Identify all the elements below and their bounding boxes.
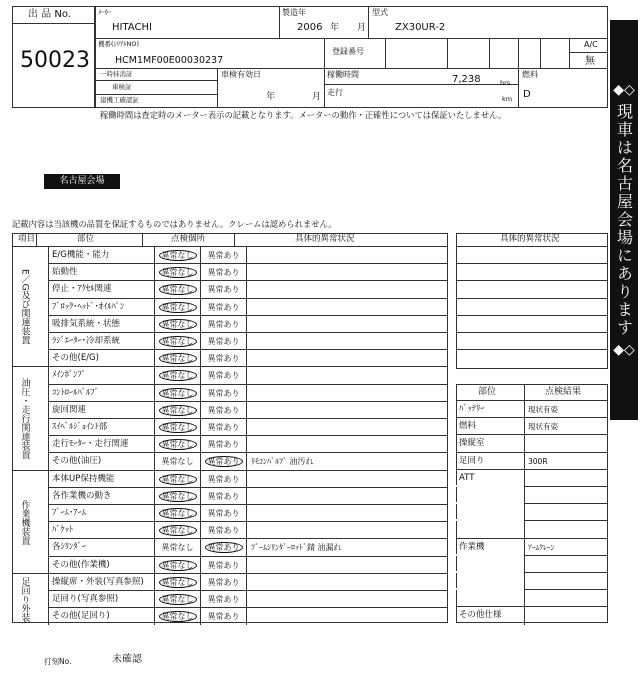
status-abnormal-cell bbox=[200, 367, 246, 384]
table-row bbox=[12, 264, 448, 281]
disclaimer: 記載内容は当該機の品質を保証するものではありません。クレームは認められません。 bbox=[12, 219, 337, 229]
status-ok-cell bbox=[154, 385, 200, 402]
table-row bbox=[12, 505, 448, 522]
status-ok-label: 異常なし bbox=[159, 302, 197, 313]
status-abnormal-label: 異常あり bbox=[205, 542, 243, 553]
inspection-table-header bbox=[12, 233, 448, 247]
table-row bbox=[12, 350, 448, 367]
status-abnormal-label: 異常あり bbox=[207, 560, 240, 570]
part-name: その他(作業機) bbox=[48, 557, 154, 573]
status-ok-cell bbox=[154, 453, 200, 469]
status-ok-label: 異常なし bbox=[159, 267, 197, 278]
table-row bbox=[12, 385, 448, 402]
status-abnormal-cell bbox=[200, 281, 246, 298]
status-ok-cell bbox=[154, 419, 200, 436]
status-ok-label: 異常なし bbox=[159, 370, 197, 381]
status-abnormal-cell bbox=[200, 557, 246, 573]
result-value bbox=[524, 521, 608, 537]
status-abnormal-label: 異常あり bbox=[207, 612, 240, 622]
table-row bbox=[12, 419, 448, 436]
table-row bbox=[12, 299, 448, 316]
category-label: 足回り外装 bbox=[19, 577, 30, 623]
part-name: ﾊﾞｹｯﾄ bbox=[48, 522, 154, 539]
side-banner bbox=[610, 20, 638, 420]
temp-cancel-label: 一時抹消証 bbox=[100, 70, 133, 78]
status-abnormal-label: 異常あり bbox=[207, 354, 240, 364]
status-ok-label: 異常なし bbox=[159, 353, 197, 364]
detail-row bbox=[456, 247, 608, 264]
result-row bbox=[456, 487, 608, 504]
result-part: ATT bbox=[459, 472, 475, 483]
abnormal-detail bbox=[246, 591, 448, 608]
status-abnormal-label: 異常あり bbox=[207, 319, 240, 329]
col-header-part: 部位 bbox=[77, 234, 95, 244]
status-abnormal-cell bbox=[200, 316, 246, 333]
table-row bbox=[12, 471, 448, 488]
table-row bbox=[12, 333, 448, 350]
table-row bbox=[12, 574, 448, 591]
detail-table-header: 具体的異常状況 bbox=[500, 234, 560, 244]
part-name: ｺﾝﾄﾛｰﾙﾊﾞﾙﾌﾞ bbox=[48, 385, 154, 402]
part-name: その他(油圧) bbox=[48, 453, 154, 469]
inspection-date-label: 車検有効日 bbox=[221, 70, 261, 79]
table-row bbox=[12, 436, 448, 453]
status-ok-label: 異常なし bbox=[159, 525, 197, 536]
year-label: 製造年 bbox=[282, 8, 306, 17]
abnormal-detail bbox=[246, 299, 448, 316]
result-part: その他仕様 bbox=[459, 610, 502, 621]
table-row bbox=[12, 591, 448, 608]
km-unit: km bbox=[502, 95, 513, 103]
status-abnormal-cell bbox=[200, 333, 246, 350]
result-value bbox=[524, 504, 608, 520]
table-row bbox=[12, 316, 448, 333]
status-abnormal-cell bbox=[200, 505, 246, 522]
status-ok-label: 異常なし bbox=[159, 250, 197, 261]
result-row bbox=[456, 453, 608, 470]
status-ok-cell bbox=[154, 488, 200, 505]
abnormal-detail bbox=[246, 436, 448, 453]
status-ok-label: 異常なし bbox=[159, 422, 197, 433]
part-name: ﾌﾞｰﾑ･ｱｰﾑ bbox=[48, 505, 154, 522]
status-ok-label: 異常なし bbox=[159, 439, 197, 450]
result-part: 作業機 bbox=[459, 541, 485, 552]
status-abnormal-label: 異常あり bbox=[207, 491, 240, 501]
stamp-label: 打刻No. bbox=[44, 657, 72, 666]
diamond-icon: ◆◇ bbox=[613, 342, 635, 358]
result-row bbox=[456, 504, 608, 521]
result-part bbox=[456, 573, 524, 589]
status-abnormal-cell bbox=[200, 402, 246, 419]
travel-label: 走行 bbox=[327, 88, 343, 97]
status-abnormal-label: 異常あり bbox=[207, 405, 240, 415]
table-row bbox=[12, 522, 448, 539]
result-row bbox=[456, 539, 608, 556]
status-abnormal-cell bbox=[200, 591, 246, 608]
abnormal-detail bbox=[246, 608, 448, 625]
status-abnormal-cell bbox=[200, 299, 246, 316]
inspection-month-unit: 月 bbox=[312, 92, 322, 102]
status-abnormal-label: 異常あり bbox=[207, 595, 240, 604]
status-abnormal-label: 異常あり bbox=[207, 337, 240, 346]
status-ok-cell bbox=[154, 608, 200, 625]
result-value bbox=[524, 556, 608, 572]
result-part: 燃料 bbox=[459, 421, 477, 432]
stamp-value: 未確認 bbox=[112, 654, 142, 665]
result-value bbox=[524, 590, 608, 606]
abnormal-detail bbox=[246, 505, 448, 522]
col-header-item: 項目 bbox=[18, 234, 36, 244]
status-abnormal-label: 異常あり bbox=[207, 509, 240, 518]
abnormal-detail: ﾘﾓｺﾝﾊﾞﾙﾌﾞ 油汚れ bbox=[246, 453, 448, 469]
reg-label: 登録番号 bbox=[332, 47, 364, 56]
status-ok-cell bbox=[154, 557, 200, 573]
detail-row bbox=[456, 281, 608, 298]
result-value: 現状有姿 bbox=[524, 401, 608, 417]
table-row bbox=[12, 247, 448, 264]
venue-badge: 名古屋会場 bbox=[44, 174, 120, 189]
result-part: ﾊﾞｯﾃﾘｰ bbox=[459, 404, 485, 414]
status-abnormal-cell bbox=[200, 247, 246, 264]
status-abnormal-label: 異常あり bbox=[207, 474, 240, 484]
result-value bbox=[524, 435, 608, 451]
status-ok-cell bbox=[154, 505, 200, 522]
status-ok-cell bbox=[154, 281, 200, 298]
status-abnormal-label: 異常あり bbox=[207, 371, 240, 381]
result-row bbox=[456, 401, 608, 418]
result-value: 300R bbox=[524, 453, 608, 469]
status-ok-cell bbox=[154, 350, 200, 366]
abnormal-detail bbox=[246, 402, 448, 419]
part-name: 停止・ｱｸｾﾙ関連 bbox=[48, 281, 154, 298]
result-part: 足回り bbox=[459, 455, 485, 466]
abnormal-detail bbox=[246, 333, 448, 350]
hours-value: 7,238 bbox=[452, 74, 481, 85]
status-ok-label: 異常なし bbox=[159, 560, 197, 571]
result-value bbox=[524, 573, 608, 589]
status-ok-label: 異常なし bbox=[159, 388, 197, 399]
month-unit: 月 bbox=[357, 23, 367, 33]
hours-label: 稼働時間 bbox=[327, 70, 359, 79]
model-value: ZX30UR-2 bbox=[395, 22, 446, 33]
category-label: 作業機装置 bbox=[19, 499, 30, 545]
abnormal-detail bbox=[246, 247, 448, 264]
col-header-check: 点検個所 bbox=[171, 234, 206, 244]
status-ok-label: 異常なし bbox=[159, 405, 197, 416]
part-name: 足回り(写真参照) bbox=[48, 591, 154, 608]
status-ok-label: 異常なし bbox=[159, 284, 197, 295]
results-header-part: 部位 bbox=[478, 387, 497, 397]
status-ok-cell bbox=[154, 299, 200, 316]
part-name: 各ｼﾘﾝﾀﾞｰ bbox=[48, 539, 154, 556]
result-part bbox=[456, 487, 524, 503]
status-ok-label: 異常なし bbox=[159, 336, 197, 347]
part-name: E/G機能・能力 bbox=[48, 247, 154, 264]
ac-value: 無 bbox=[585, 56, 595, 67]
col-header-detail: 具体的異常状況 bbox=[295, 234, 355, 244]
abnormal-detail bbox=[246, 350, 448, 366]
part-name: 本体UP保持機能 bbox=[48, 471, 154, 488]
year-unit: 年 bbox=[330, 23, 340, 33]
status-abnormal-cell bbox=[200, 264, 246, 281]
lot-number: 50023 bbox=[20, 48, 90, 73]
meter-note: 稼働時間は査定時のメーター表示の記載となります。メーターの動作・正確性については保証いたしません。 bbox=[100, 110, 507, 120]
result-row bbox=[456, 521, 608, 538]
result-value bbox=[524, 607, 608, 624]
status-abnormal-label: 異常あり bbox=[207, 302, 240, 312]
detail-row bbox=[456, 316, 608, 333]
result-row bbox=[456, 607, 608, 624]
status-ok-cell bbox=[154, 522, 200, 539]
status-abnormal-cell bbox=[200, 574, 246, 591]
status-abnormal-cell bbox=[200, 385, 246, 402]
result-row bbox=[456, 590, 608, 607]
part-name: 始動性 bbox=[48, 264, 154, 281]
status-abnormal-cell bbox=[200, 539, 246, 556]
status-abnormal-label: 異常あり bbox=[207, 526, 240, 536]
part-name: 操縦席・外装(写真参照) bbox=[48, 574, 154, 591]
fuel-value: D bbox=[523, 89, 531, 100]
result-part bbox=[456, 590, 524, 606]
part-name: 各作業機の動き bbox=[48, 488, 154, 505]
status-abnormal-cell bbox=[200, 453, 246, 469]
status-abnormal-cell bbox=[200, 522, 246, 539]
status-abnormal-label: 異常あり bbox=[207, 423, 240, 432]
status-ok-cell bbox=[154, 591, 200, 608]
status-ok-label: 異常なし bbox=[161, 457, 194, 467]
maker-value: HITACHI bbox=[112, 22, 152, 33]
status-ok-label: 異常なし bbox=[159, 491, 197, 502]
status-ok-cell bbox=[154, 574, 200, 591]
table-row bbox=[12, 539, 448, 556]
status-abnormal-cell bbox=[200, 419, 246, 436]
abnormal-detail bbox=[246, 281, 448, 298]
result-value: ｱｰﾑｸﾚｰﾝ bbox=[524, 539, 608, 555]
part-name: その他(足回り) bbox=[48, 608, 154, 625]
abnormal-detail bbox=[246, 316, 448, 333]
result-part bbox=[456, 504, 524, 520]
category-label: 油圧・走行関連装置 bbox=[19, 378, 30, 460]
construction-cert-label: 建機工確認証 bbox=[100, 96, 139, 104]
status-ok-label: 異常なし bbox=[161, 543, 194, 553]
status-abnormal-cell bbox=[200, 608, 246, 625]
abnormal-detail bbox=[246, 367, 448, 384]
side-banner-text: 現車は名古屋会場にあります bbox=[614, 103, 634, 337]
result-value bbox=[524, 487, 608, 503]
status-ok-cell bbox=[154, 402, 200, 419]
status-abnormal-cell bbox=[200, 488, 246, 505]
status-abnormal-label: 異常あり bbox=[207, 268, 240, 278]
status-ok-label: 異常なし bbox=[159, 611, 197, 622]
status-ok-label: 異常なし bbox=[159, 319, 197, 330]
abnormal-detail: ﾌﾞｰﾑｼﾘﾝﾀﾞｰﾛｯﾄﾞ錆 油漏れ bbox=[246, 539, 448, 556]
inspection-year-unit: 年 bbox=[266, 92, 276, 102]
status-ok-cell bbox=[154, 264, 200, 281]
model-label: 型式 bbox=[372, 8, 388, 17]
status-abnormal-cell bbox=[200, 350, 246, 366]
status-ok-cell bbox=[154, 316, 200, 333]
diamond-icon: ◆◇ bbox=[613, 82, 635, 98]
year-value: 2006 bbox=[297, 22, 323, 33]
status-abnormal-label: 異常あり bbox=[207, 251, 240, 260]
abnormal-detail bbox=[246, 385, 448, 402]
table-row bbox=[12, 402, 448, 419]
result-row bbox=[456, 435, 608, 452]
part-name: ﾒｲﾝﾎﾟﾝﾌﾟ bbox=[48, 367, 154, 384]
maker-label: ﾒｰｶｰ bbox=[98, 8, 111, 16]
status-ok-label: 異常なし bbox=[159, 508, 197, 519]
category-label: E／G及び関連装置 bbox=[19, 269, 30, 346]
lot-label: 出 品 No. bbox=[28, 9, 71, 20]
hours-unit: hrs bbox=[500, 79, 511, 87]
result-row bbox=[456, 556, 608, 573]
abnormal-detail bbox=[246, 264, 448, 281]
detail-row bbox=[456, 264, 608, 281]
status-abnormal-label: 異常あり bbox=[207, 440, 240, 450]
part-name: 吸排気系統・状態 bbox=[48, 316, 154, 333]
table-row bbox=[12, 488, 448, 505]
table-row bbox=[12, 608, 448, 625]
table-row bbox=[12, 557, 448, 574]
result-part: 操縦室 bbox=[459, 438, 485, 449]
status-abnormal-label: 異常あり bbox=[205, 456, 243, 467]
abnormal-detail bbox=[246, 471, 448, 488]
result-row bbox=[456, 573, 608, 590]
detail-row bbox=[456, 350, 608, 367]
result-value: 現状有姿 bbox=[524, 418, 608, 434]
table-row bbox=[12, 453, 448, 470]
abnormal-detail bbox=[246, 419, 448, 436]
results-header-result: 点検結果 bbox=[545, 387, 582, 397]
status-ok-label: 異常なし bbox=[159, 474, 197, 485]
result-part bbox=[456, 521, 524, 537]
part-name: ﾌﾞﾛｯｸ･ﾍｯﾄﾞ･ｵｲﾙﾊﾟﾝ bbox=[48, 299, 154, 316]
part-name: ﾗｼﾞｴｰﾀｰ･冷却系統 bbox=[48, 333, 154, 350]
table-row bbox=[12, 281, 448, 298]
vehicle-cert-label: 車検証 bbox=[112, 83, 132, 91]
status-ok-cell bbox=[154, 436, 200, 453]
status-ok-cell bbox=[154, 247, 200, 264]
table-row bbox=[12, 367, 448, 384]
detail-row bbox=[456, 299, 608, 316]
serial-label: 機番(ｼﾘｱﾙNO) bbox=[98, 40, 140, 48]
status-abnormal-cell bbox=[200, 436, 246, 453]
result-row bbox=[456, 470, 608, 487]
ac-label: A/C bbox=[584, 40, 598, 49]
result-value bbox=[524, 470, 608, 486]
abnormal-detail bbox=[246, 522, 448, 539]
abnormal-detail bbox=[246, 574, 448, 591]
result-row bbox=[456, 418, 608, 435]
status-abnormal-cell bbox=[200, 471, 246, 488]
status-ok-cell bbox=[154, 539, 200, 556]
status-ok-cell bbox=[154, 471, 200, 488]
status-ok-label: 異常なし bbox=[159, 577, 197, 588]
fuel-label: 燃料 bbox=[522, 70, 538, 79]
part-name: 旋回関連 bbox=[48, 402, 154, 419]
part-name: 走行ﾓｰﾀｰ・走行関連 bbox=[48, 436, 154, 453]
abnormal-detail bbox=[246, 557, 448, 573]
status-abnormal-label: 異常あり bbox=[207, 388, 240, 398]
status-ok-label: 異常なし bbox=[159, 594, 197, 605]
detail-row bbox=[456, 333, 608, 350]
result-part bbox=[456, 556, 524, 572]
status-abnormal-label: 異常あり bbox=[207, 285, 240, 295]
status-abnormal-label: 異常あり bbox=[207, 577, 240, 587]
abnormal-detail bbox=[246, 488, 448, 505]
part-name: ｽｲﾍﾞﾙｼﾞｮｲﾝﾄ部 bbox=[48, 419, 154, 436]
status-ok-cell bbox=[154, 333, 200, 350]
status-ok-cell bbox=[154, 367, 200, 384]
serial-value: HCM1MF00E00030237 bbox=[115, 55, 224, 66]
part-name: その他(E/G) bbox=[48, 350, 154, 366]
